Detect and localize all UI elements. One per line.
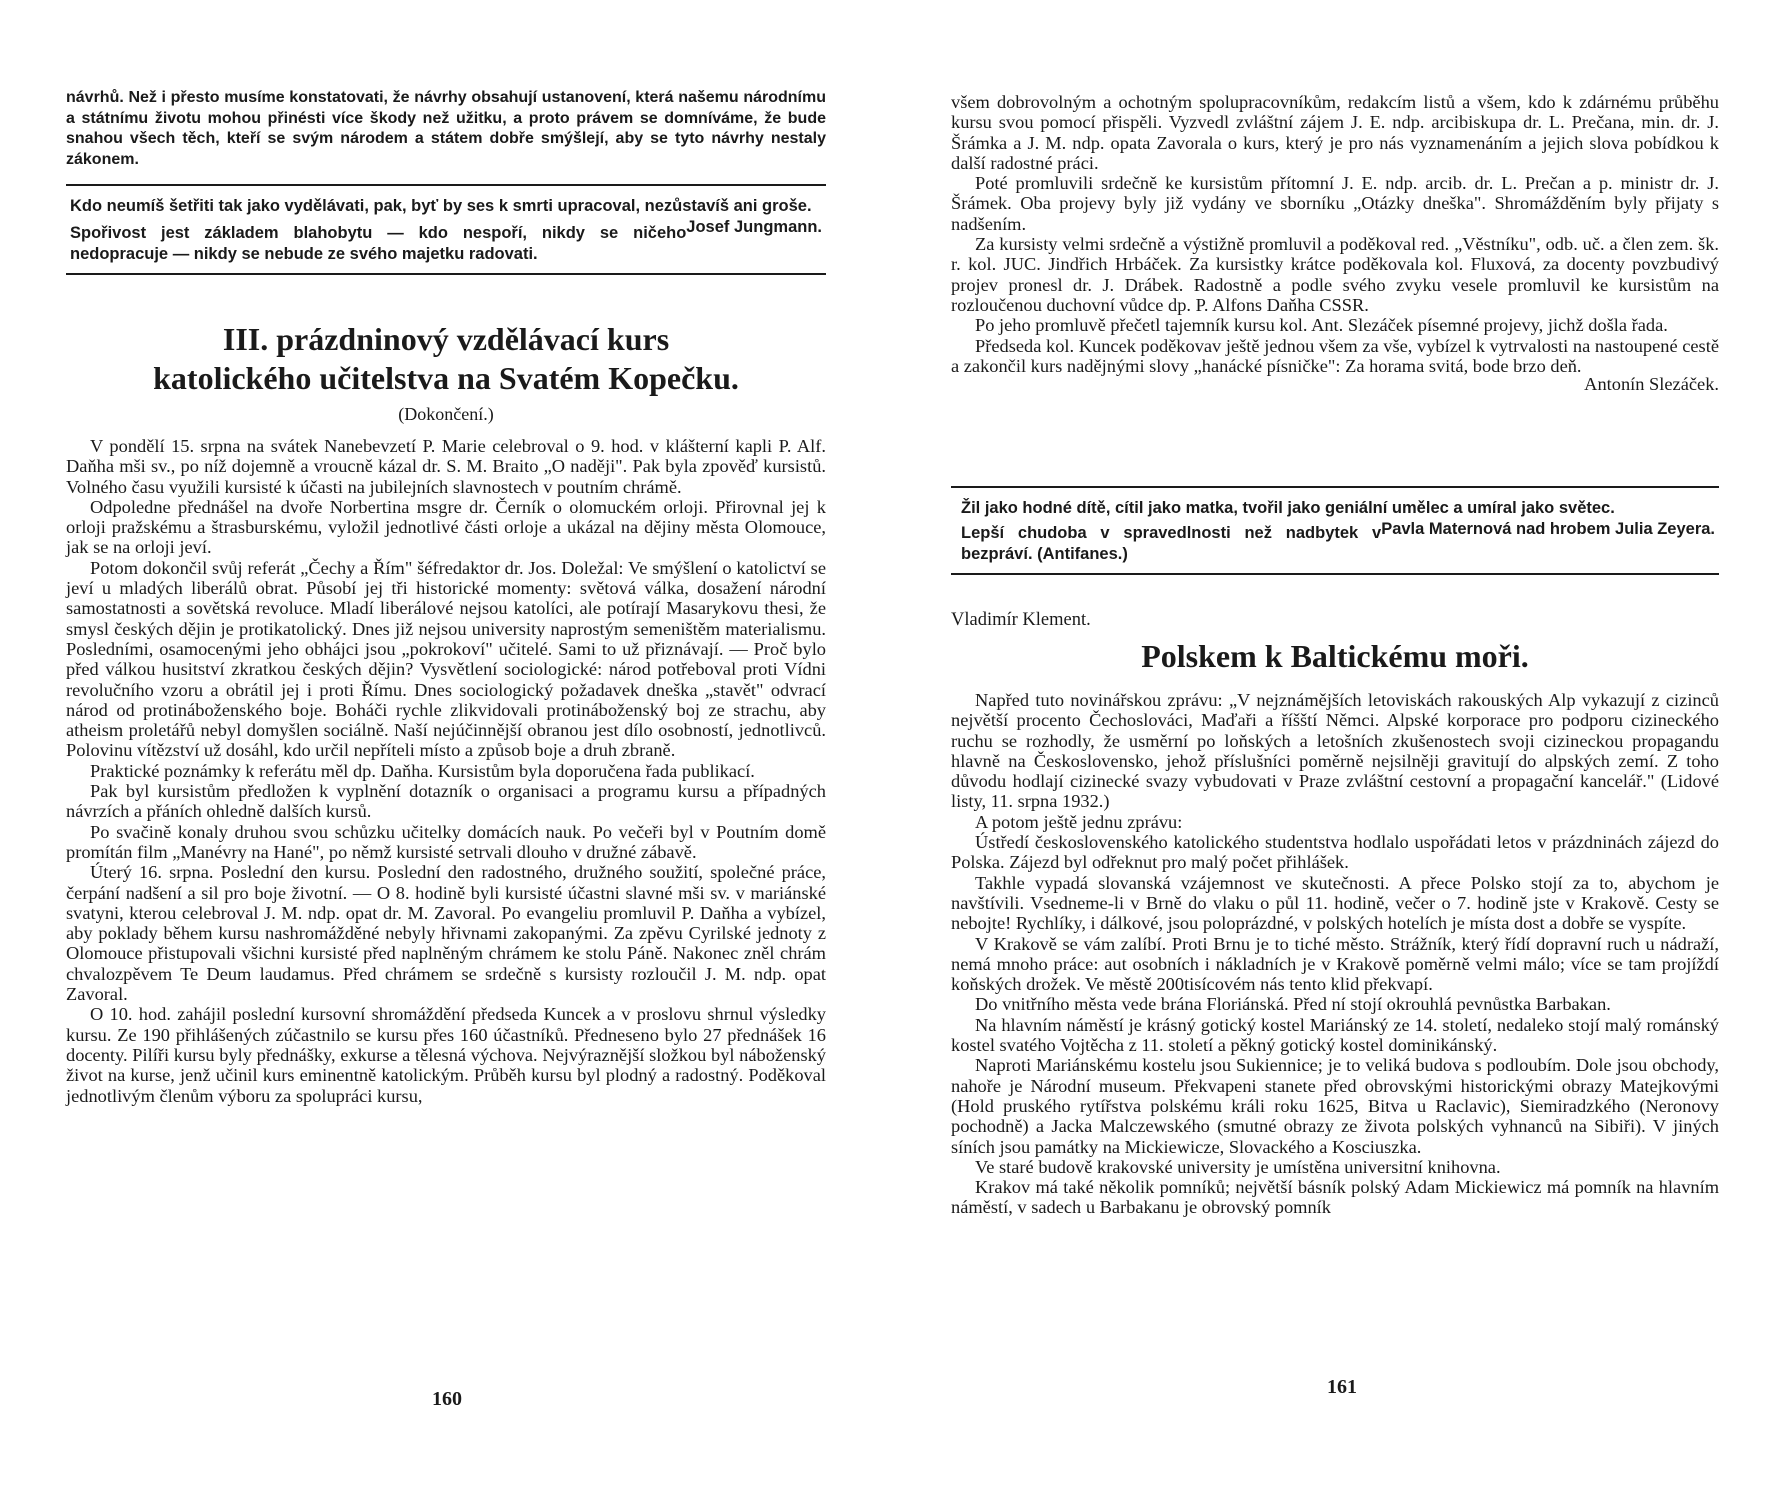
- paragraph: všem dobrovolným a ochotným spolupracovníkům, redakcím listů a všem, kdo k zdárnému průběhu kursu svou pomocí přispěli. Vyzvedl zvláštní zájem J. E. ndp. arcibiskupa dr. L. Prečana, min. dr. J. Šrámka a J. M. ndp. opata Zavorala o kurs, který je pro nás vyznamenáním a jejich slova pobídkou k další radostné práci.: [951, 92, 1719, 173]
- left-quote-box: [66, 184, 826, 275]
- left-article-body: [66, 436, 826, 1106]
- article-subtitle: (Dokončení.): [398, 404, 494, 424]
- paragraph: O 10. hod. zahájil poslední kursovní shromáždění předseda Kuncek a v proslovu shrnul výsledky kursu. Ze 190 přihlášených zúčastnilo se kursu přes 160 účastníků. Předneseno bylo 27 přednášek 16 docenty. Pilíři kursu byly přednášky, exkurse a tělesná výchova. Nejvýraznější složkou byl náboženský život na kurse, jenž učinil kurs eminentně katolickým. Průběh kursu byl plodný a radostný. Poděkoval jednotlivým členům výboru za spolupráci kursu,: [66, 1004, 826, 1106]
- page-number: 161: [1327, 1376, 1357, 1398]
- divider: [66, 273, 826, 275]
- right-quote-box: [951, 486, 1719, 575]
- paragraph: Potom dokončil svůj referát „Čechy a Řím" šéfredaktor dr. Jos. Doležal: Ve smýšlení o katolictví se jeví u mladých liberálů obrat. Působí jej tři historické momenty: světová válka, dosažení národní samostatnosti a sovětská revoluce. Mladí liberálové nejsou katolíci, ale potírají Masarykovu thesi, že smysl českých dějin je protikatolický. Dnes již nejsou university naprostým semeništěm materialismu. Posledními, osamocenými jeho obhájci jsou „pokrokoví" učitelé. Sami to už přiznávají. — Proč bylo před válkou husitství zkratkou českých dějin? Vysvětlení sociologické: národ potřeboval proti Vídni revolučního vzoru a obrátil jej i proti Římu. Dnes sociologický požadavek dneška „stavět" odvrací národ od protináboženského boje. Boháči rychle zlikvidovali protináboženský boj ze strachu, aby atheism proletářů nebyl domyšlen sociálně. Naší nejúčinnější obranou jest dílo osobností, jednotlivců. Polovinu vítězství už dosáhl, kdo určil nepříteli místo a způsob boje a druh zbraně.: [66, 557, 826, 761]
- paragraph: Do vnitřního města vede brána Floriánská. Před ní stojí okrouhlá pevnůstka Barbakan.: [975, 994, 1611, 1015]
- paragraph: A potom ještě jednu zprávu:: [975, 811, 1183, 832]
- paragraph: Odpoledne přednášel na dvoře Norbertina msgre dr. Černík o olomuckém orloji. Přirovnal jej k orloji pražskému a štrasburskému, vyložil jednotlivé části orloje a ukázal na dějiny města Olomouce, jak se na orloji jeví.: [66, 496, 826, 558]
- paragraph: Po jeho promluvě přečetl tajemník kursu kol. Ant. Slezáček písemné projevy, jichž došla řada.: [975, 315, 1668, 336]
- right-article-end: [951, 92, 1719, 394]
- paragraph: Praktické poznámky k referátu měl dp. Daňha. Kursistům byla doporučena řada publikací.: [90, 760, 755, 781]
- paragraph: Ústředí československého katolického studentstva hodlalo uspořádati letos v prázdninách zájezd do Polska. Zájezd byl odřeknut pro malý počet přihlášek.: [951, 832, 1719, 873]
- paragraph: Takhle vypadá slovanská vzájemnost ve skutečnosti. A přece Polsko stojí za to, abychom je navštívili. Vsedneme-li v Brně do vlaku o půl 11. hodině, večer o 7. hodině jste v Krakově. Cesty se nebojte! Rychlíky, i dálkové, jsou poloprázdné, v polských hotelích je místa dost a dobře se vyspíte.: [951, 872, 1719, 934]
- paragraph: Naproti Mariánskému kostelu jsou Sukiennice; je to veliká budova s podloubím. Dole jsou obchody, nahoře je Národní museum. Překvapeni stanete před obrovskými historickými obrazy Matejkovými (Hold pruského rytířstva polskému králi roku 1625, Bitva u Raclavic), Siemiradzkého (Neronovy pochodně) a Jacka Malczewského (smutné obrazy ze života polských vyhnanců na Sibiři). V jiných síních jsou památky na Mickiewicze, Slovackého a Kosciuszka.: [951, 1055, 1719, 1157]
- article-title: Polskem k Baltickému moři.: [1141, 638, 1529, 674]
- article-author: Vladimír Klement.: [951, 610, 1091, 630]
- paragraph: V Krakově se vám zalíbí. Proti Brnu je to tiché město. Strážník, který řídí dopravní ruch u nádraží, nemá mnoho práce: aut osobních i nákladních je v Krakově poměrně velmi málo; více se tam projíždí koňských drožek. Ve městě 200tisícovém nás tento klid překvapí.: [951, 933, 1719, 995]
- right-article-body: [951, 690, 1719, 1218]
- quote-author: Pavla Maternová nad hrobem Julia Zeyera.: [1381, 520, 1715, 538]
- quote-jungmann: Kdo neumíš šetřiti tak jako vydělávati, pak, byť by ses k smrti upracoval, nezůstavíš ani groše.: [70, 197, 812, 215]
- quote-sporivost: Spořivost jest základem blahobytu — kdo nespoří, nikdy se ničeho nedopracuje — nikdy se nebude ze svého majetku radovati.: [70, 224, 687, 263]
- quote-zeyer: [961, 498, 1715, 538]
- paragraph: Úterý 16. srpna. Poslední den kursu. Poslední den radostného, družného soužití, společné práce, čerpání nadšení a sil pro boje životní. — O 8. hodině byli kursisté účastni slavné mši sv. v mariánské svatyni, kterou celebroval J. M. ndp. opat dr. M. Zavoral. Po evangeliu promluvil P. Daňha a vybízel, aby poklady během kursu nashromážděné nebyly hřivnami zakopanými. Za zpěvu Cyrilské jednoty z Olomouce přistupovali všichni kursisté před naplněným chrámem ke stolu Páně. Nakonec zněl chrám chvalozpěvem Te Deum laudamus. Před chrámem se srdečně s kursisty rozloučil J. M. ndp. opat Zavoral.: [66, 862, 826, 1005]
- quote-zeyer-text: Žil jako hodné dítě, cítil jako matka, tvořil jako geniální umělec a umíral jako světec.: [961, 499, 1615, 517]
- quote-antifanes: Lepší chudoba v spravedlnosti než nadbytek v bezpráví. (Antifanes.): [961, 524, 1382, 563]
- quote-text: [70, 196, 822, 236]
- quote-author: Josef Jungmann.: [686, 218, 822, 236]
- article-title-line1: III. prázdninový vzdělávací kurs: [222, 321, 670, 357]
- paragraph: Po svačině konaly druhou svou schůzku učitelky domácích nauk. Po večeři byl v Poutním domě promítán film „Manévry na Hané", po němž kursisté setrvali dlouho v družné zábavě.: [66, 821, 826, 862]
- paragraph: Předseda kol. Kuncek poděkovav ještě jednou všem za vše, vybízel k vytrvalosti na nastoupené cestě a zakončil kurs nadějnými slovy „hanácké písničke": Za horama svitá, bode brzo deň.: [951, 335, 1719, 376]
- right-page: [889, 0, 1778, 1500]
- signature: Antonín Slezáček.: [1584, 374, 1719, 395]
- paragraph: Pak byl kursistům předložen k vyplnění dotazník o organisaci a programu kursu a případných návrzích a přáních ohledně dalších kursů.: [66, 781, 826, 822]
- page-number: 160: [432, 1388, 462, 1410]
- paragraph: Za kursisty velmi srdečně a výstižně promluvil a poděkoval red. „Věstníku", odb. uč. a člen zem. šk. r. kol. JUC. Jindřich Hrbáček. Za kursistky krátce poděkovala kol. Fluxová, za docenty povzbudivý projev pronesl dr. J. Drábek. Radostně a podle svého zvyku vesele promluvil ke kursistům na rozloučenou duchovní vůdce dp. P. Alfons Daňha CSSR.: [951, 234, 1719, 315]
- paragraph: V pondělí 15. srpna na svátek Nanebevzetí P. Marie celebroval o 9. hod. v klášterní kapli P. Alf. Daňha mši sv., po níž dojemně a vroucně kázal dr. S. M. Braito „O naději". Pak byla zpověď kursistů. Volného času využili kursisté k účasti na jubilejních slavnostech v poutním chrámě.: [66, 436, 826, 497]
- paragraph: Ve staré budově krakovské university je umístěna universitní knihovna.: [975, 1156, 1501, 1177]
- paragraph: Na hlavním náměstí je krásný gotický kostel Mariánský ze 14. století, nedaleko stojí malý románský kostel svatého Vojtěcha z 11. století a pěkný gotický kostel dominikánský.: [951, 1014, 1719, 1056]
- paragraph: Krakov má také několik pomníků; největší básník polský Adam Mickiewicz má pomník na hlavním náměstí, v sadech u Barbakanu je obrovský pomník: [951, 1177, 1719, 1218]
- paragraph: Napřed tuto novinářskou zprávu: „V nejznámějších letoviskách rakouských Alp vykazují z cizinců největší procento Čechoslováci, Maďaři a říšští Němci. Alpské korporace pro podporu cizineckého ruchu se rozhodly, že usměrní po loňských a letošních zkušenostech svoji cizineckou propagandu hlavně na Československo, jehož příslušníci poměrně nejsilněji gravitují do alpských zemí. Z toho důvodu hodlají cizinecké svazy vybudovati v Praze zvláštní cestovní a propagační kancelář." (Lidové listy, 11. srpna 1932.): [951, 690, 1719, 812]
- divider: [951, 573, 1719, 575]
- right-article-header: [951, 610, 1719, 676]
- left-intro-block: [66, 88, 826, 170]
- intro-paragraph: návrhů. Než i přesto musíme konstatovati, že návrhy obsahují ustanovení, která našemu národnímu a státnímu životu mohou přinésti více škody než užitku, a proto právem se domníváme, že bude snahou všech těch, kteří se svým národem a státem dobře smýšlejí, aby se tyto návrhy nestaly zákonem.: [66, 89, 826, 168]
- paragraph: Poté promluvili srdečně ke kursistům přítomní J. E. ndp. arcib. dr. L. Prečan a p. ministr dr. J. Šrámek. Oba projevy byly již vydány ve sborníku „Otázky dneška". Shromážděním byly přijaty s nadšením.: [951, 173, 1719, 234]
- left-article-title: [66, 320, 826, 425]
- article-title-line2: katolického učitelstva na Svatém Kopečku.: [153, 360, 739, 396]
